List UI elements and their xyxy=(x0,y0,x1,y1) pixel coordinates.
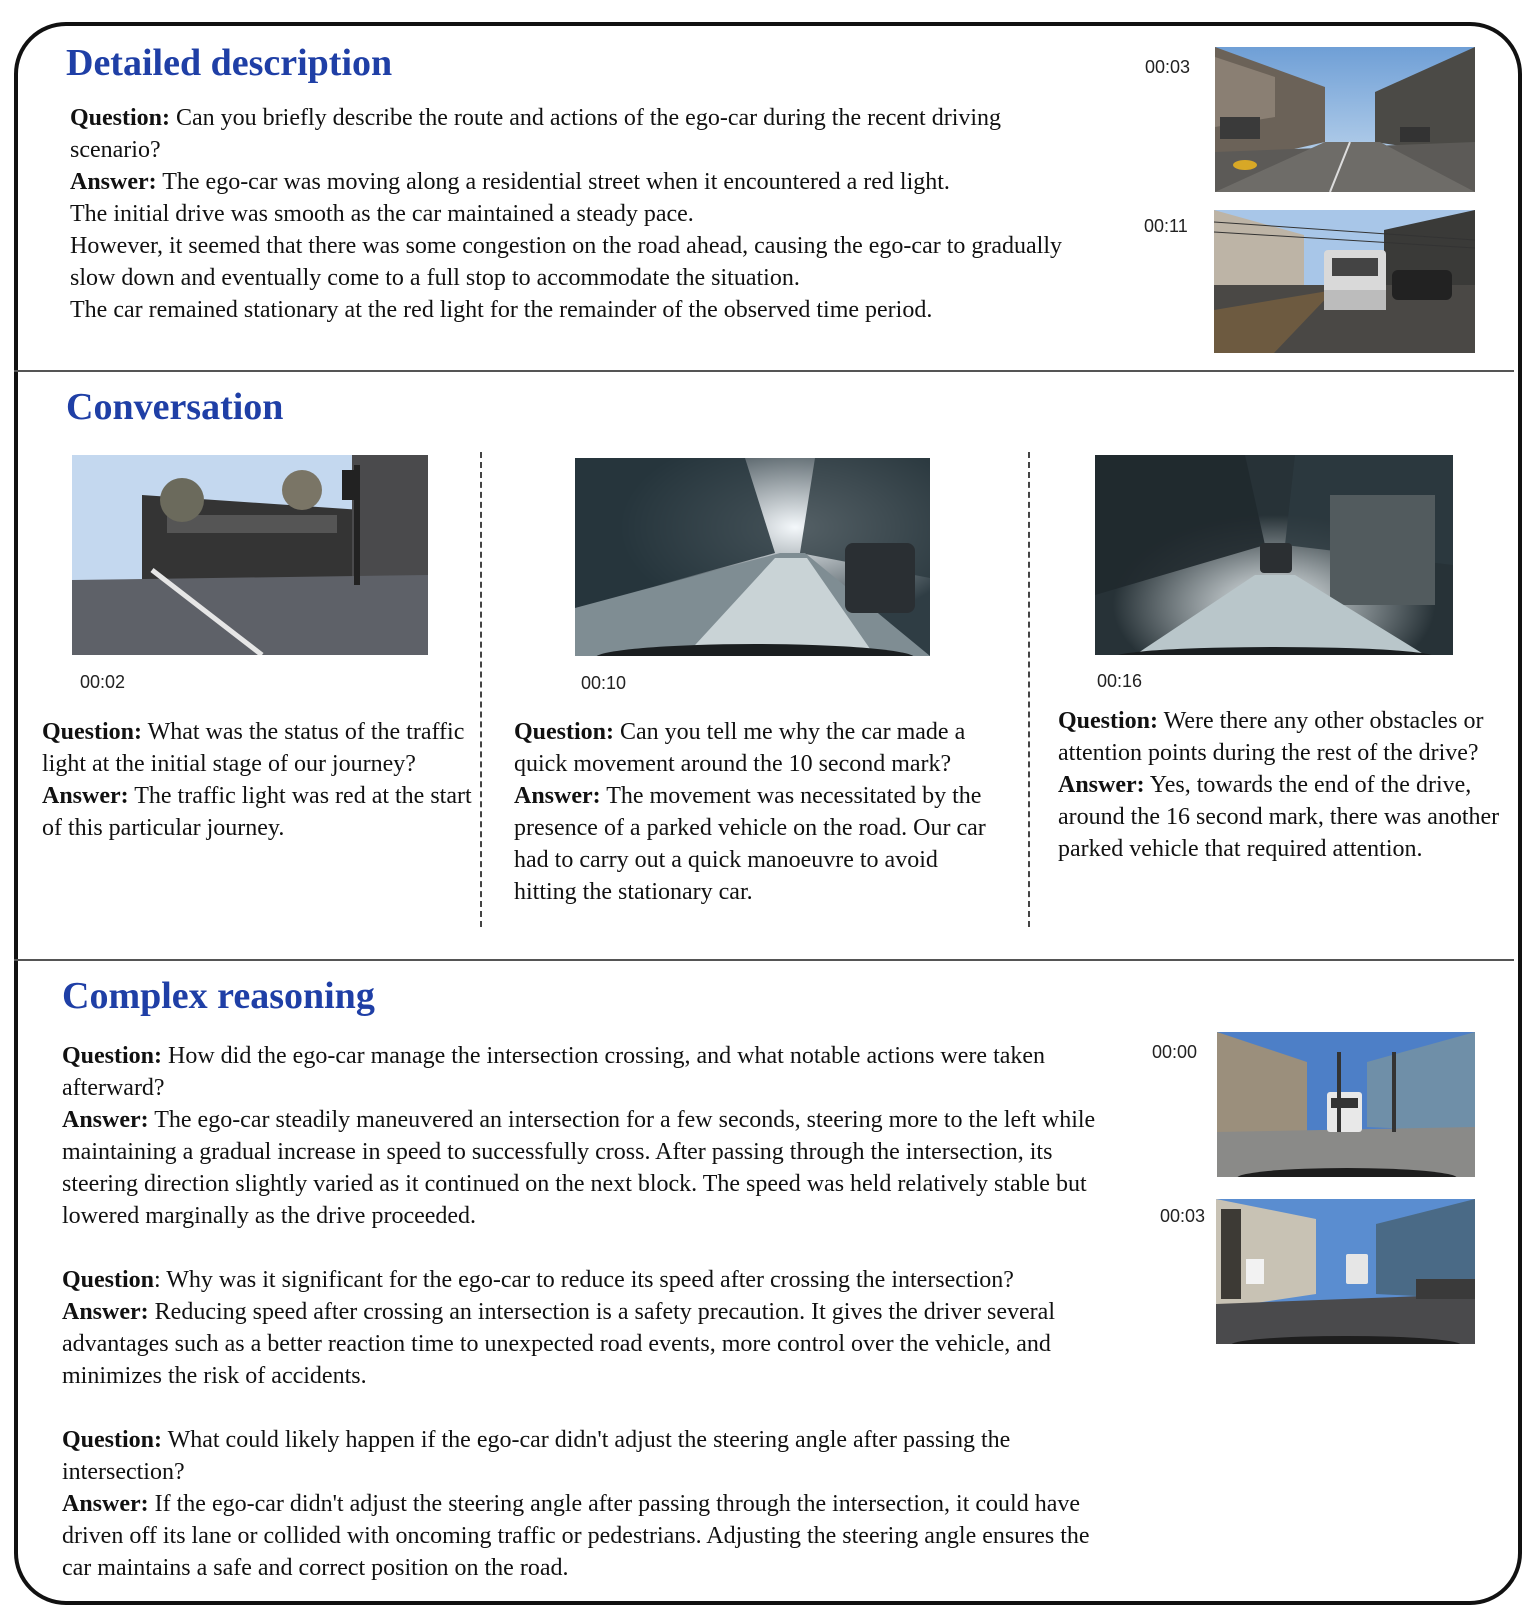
detailed-description-text xyxy=(70,102,1070,326)
frame-timestamp: 00:02 xyxy=(80,672,126,692)
intersection-frame xyxy=(1217,1032,1475,1177)
complex-answer: If the ego-car didn't adjust the steering angle after passing through the intersection, it could have driven off its lane or collided with oncoming traffic or pedestrians. Adjusting the steering angle ensures the car maintains a safe and correct position on the road. xyxy=(62,1491,1090,1581)
question-label: Question xyxy=(62,1267,155,1293)
answer-label: Answer: xyxy=(62,1107,149,1133)
conversation-qa-1 xyxy=(42,716,472,844)
frame-timestamp: 00:03 xyxy=(1145,57,1191,77)
conversation-qa-3 xyxy=(1058,705,1513,865)
question-label: Question: xyxy=(42,719,143,745)
frame-timestamp: 00:11 xyxy=(1144,216,1188,236)
complex-reasoning-title: Complex reasoning xyxy=(62,975,375,1017)
conversation-answer: Yes, towards the end of the drive, around the 16 second mark, there was another parked vehicle that required attention. xyxy=(1058,772,1500,862)
conversation-question: What was the status of the traffic light at the initial stage of our journey? xyxy=(42,719,465,777)
question-label: Question: xyxy=(514,719,615,745)
conversation-answer: The traffic light was red at the start of this particular journey. xyxy=(42,783,472,841)
column-divider xyxy=(1028,452,1030,927)
answer-label: Answer: xyxy=(62,1491,149,1517)
paragraph-gap xyxy=(62,1232,1122,1264)
section-divider-1 xyxy=(14,370,1514,372)
complex-reasoning-text xyxy=(62,1040,1122,1584)
answer-label: Answer: xyxy=(514,783,601,809)
detailed-answer-line: However, it seemed that there was some congestion on the road ahead, causing the ego-car to gradually slow down and eventually come to a full stop to accommodate the situation. xyxy=(70,233,1063,291)
question-label: Question: xyxy=(1058,708,1159,734)
detailed-answer-line: The car remained stationary at the red light for the remainder of the observed time period. xyxy=(70,297,933,323)
complex-question: What could likely happen if the ego-car didn't adjust the steering angle after passing the intersection? xyxy=(62,1427,1011,1485)
complex-question: How did the ego-car manage the intersection crossing, and what notable actions were taken afterward? xyxy=(62,1043,1046,1101)
intersection-start-frame xyxy=(72,455,428,655)
frame-timestamp: 00:03 xyxy=(1160,1206,1206,1226)
second-parked-vehicle-frame xyxy=(1095,455,1453,655)
after-intersection-frame xyxy=(1216,1199,1475,1344)
answer-label: Answer: xyxy=(70,169,157,195)
frame-timestamp: 00:10 xyxy=(581,673,627,693)
column-divider xyxy=(480,452,482,927)
conversation-question: Can you tell me why the car made a quick movement around the 10 second mark? xyxy=(514,719,966,777)
section-divider-2 xyxy=(14,959,1514,961)
residential-street-frame xyxy=(1215,47,1475,192)
conversation-qa-2 xyxy=(514,716,998,908)
complex-answer: The ego-car steadily maneuvered an intersection for a few seconds, steering more to the left while maintaining a gradual increase in speed to successfully cross. After passing through the intersection, its steering direction slightly varied as it continued on the next block. The speed was held relatively stable but lowered marginally as the drive proceeded. xyxy=(62,1107,1096,1229)
answer-label: Answer: xyxy=(62,1299,149,1325)
detailed-description-title: Detailed description xyxy=(66,42,393,84)
conversation-question: Were there any other obstacles or attention points during the rest of the drive? xyxy=(1058,708,1484,766)
conversation-answer: The movement was necessitated by the presence of a parked vehicle on the road. Our car had to carry out a quick manoeuvre to avoid hitting the stationary car. xyxy=(514,783,986,905)
complex-answer: Reducing speed after crossing an intersection is a safety precaution. It gives the driver several advantages such as a better reaction time to unexpected road events, more control over the vehicle, and minimizes the risk of accidents. xyxy=(62,1299,1055,1389)
detailed-question: Can you briefly describe the route and actions of the ego-car during the recent driving scenario? xyxy=(70,105,1002,163)
answer-label: Answer: xyxy=(1058,772,1145,798)
question-label: Question: xyxy=(70,105,171,131)
question-label: Question: xyxy=(62,1043,163,1069)
question-label: Question: xyxy=(62,1427,163,1453)
frame-timestamp: 00:16 xyxy=(1097,671,1143,691)
detailed-answer-line: The initial drive was smooth as the car maintained a steady pace. xyxy=(70,201,694,227)
answer-label: Answer: xyxy=(42,783,129,809)
paragraph-gap xyxy=(62,1392,1122,1424)
conversation-title: Conversation xyxy=(66,386,284,428)
detailed-answer-line: The ego-car was moving along a residential street when it encountered a red light. xyxy=(156,169,950,195)
complex-question: : Why was it significant for the ego-car to reduce its speed after crossing the intersection? xyxy=(154,1267,1014,1293)
frame-timestamp: 00:00 xyxy=(1152,1042,1198,1062)
parked-vehicle-frame xyxy=(575,458,930,656)
stopped-behind-truck-frame xyxy=(1214,210,1475,353)
